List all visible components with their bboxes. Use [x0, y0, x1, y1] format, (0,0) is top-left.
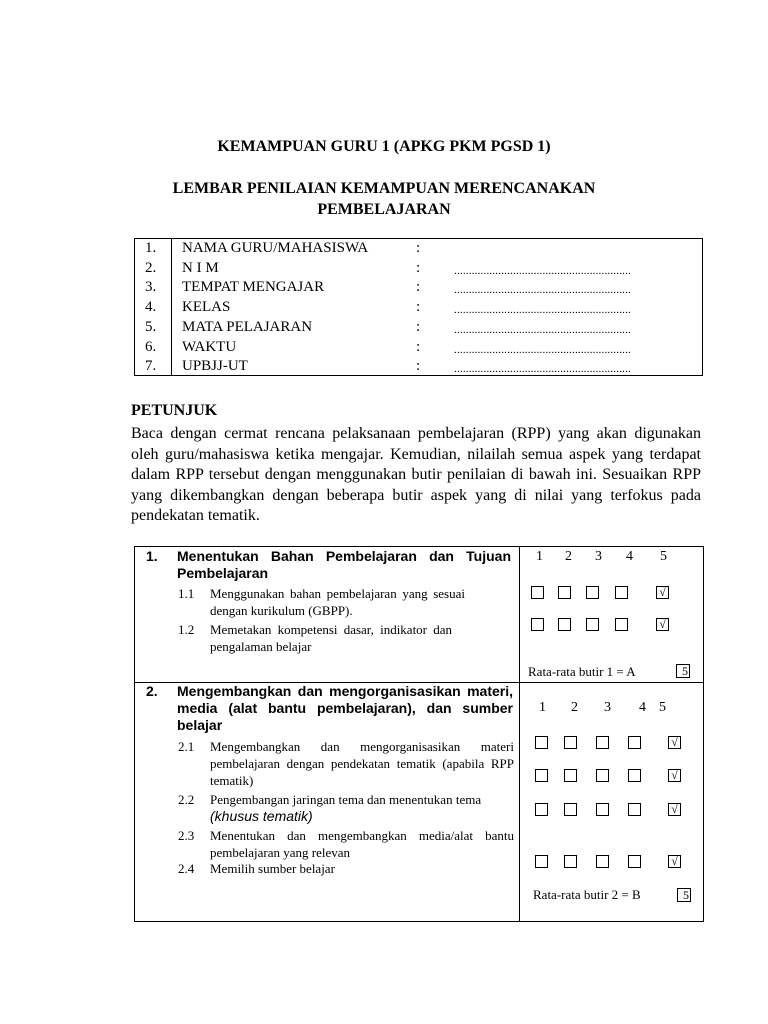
section2-number: 2. — [146, 683, 158, 699]
info-row-nama: 1. NAMA GURU/MAHASISWA : — [145, 240, 421, 256]
info-row-kelas: 4. KELAS : ............................................................ — [145, 299, 631, 316]
info-field-nim[interactable]: ............................................................ — [454, 265, 631, 277]
table-column-divider — [519, 547, 520, 921]
info-row-waktu: 6. WAKTU : ............................................................ — [145, 339, 631, 356]
s2-item4-score-5-checkbox[interactable]: √ — [668, 855, 681, 868]
s2-item3-score-2-checkbox[interactable] — [564, 803, 577, 816]
info-row-tempat: 3. TEMPAT MENGAJAR : ............................................................ — [145, 279, 631, 296]
info-field-kelas[interactable]: ............................................................ — [454, 304, 631, 316]
s1-item1-score-1-checkbox[interactable] — [531, 586, 544, 599]
section2-item-2-note: (khusus tematik) — [210, 808, 313, 824]
s1-item1-score-5-checkbox[interactable]: √ — [656, 586, 669, 599]
section1-average-score[interactable]: 5 — [676, 664, 690, 678]
s1-item2-score-4-checkbox[interactable] — [615, 618, 628, 631]
s2-item3-score-1-checkbox[interactable] — [535, 803, 548, 816]
identity-table — [134, 238, 703, 376]
s1-item2-score-1-checkbox[interactable] — [531, 618, 544, 631]
s2-item3-score-3-checkbox[interactable] — [596, 803, 609, 816]
s2-item2-score-3-checkbox[interactable] — [596, 769, 609, 782]
section2-item-3: 2.3 Menentukan dan mengembangkan media/alat bantu pembelajaran yang relevan — [178, 828, 514, 860]
s2-item1-score-2-checkbox[interactable] — [564, 736, 577, 749]
s2-item1-score-4-checkbox[interactable] — [628, 736, 641, 749]
s2-item4-score-4-checkbox[interactable] — [628, 855, 641, 868]
s2-item4-score-3-checkbox[interactable] — [596, 855, 609, 868]
assessment-table — [134, 546, 704, 922]
info-field-tempat[interactable]: ............................................................ — [454, 284, 631, 296]
form-title: KEMAMPUAN GURU 1 (APKG PKM PGSD 1) — [217, 138, 551, 155]
s1-item2-score-5-checkbox[interactable]: √ — [656, 618, 669, 631]
s1-item1-score-4-checkbox[interactable] — [615, 586, 628, 599]
s1-item2-score-3-checkbox[interactable] — [586, 618, 599, 631]
info-field-upbjj[interactable]: ............................................................ — [454, 363, 631, 375]
s2-item1-score-5-checkbox[interactable]: √ — [668, 736, 681, 749]
section1-item-2: 1.2 Memetakan kompetensi dasar, indikator dan pengalaman belajar — [178, 622, 452, 654]
s2-item3-score-4-checkbox[interactable] — [628, 803, 641, 816]
petunjuk-heading: PETUNJUK — [131, 402, 218, 419]
section1-average-label: Rata-rata butir 1 = A — [528, 664, 636, 679]
section1-title: Menentukan Bahan Pembelajaran dan Tujuan Pembelajaran — [177, 548, 511, 581]
s2-item4-score-1-checkbox[interactable] — [535, 855, 548, 868]
s2-item2-score-2-checkbox[interactable] — [564, 769, 577, 782]
section1-number: 1. — [146, 548, 158, 564]
section2-item-4: 2.4 Memilih sumber belajar — [178, 861, 335, 876]
s2-item2-score-1-checkbox[interactable] — [535, 769, 548, 782]
section2-item-1: 2.1 Mengembangkan dan mengorganisasikan materi pembelajaran dengan pendekatan tematik (apabila RPP tematik) — [178, 739, 514, 788]
form-subtitle: LEMBAR PENILAIAN KEMAMPUAN MERENCANAKAN PEMBELAJARAN — [172, 180, 596, 218]
info-row-mapel: 5. MATA PELAJARAN : ............................................................ — [145, 319, 631, 336]
s2-item2-score-5-checkbox[interactable]: √ — [668, 769, 681, 782]
s2-item2-score-4-checkbox[interactable] — [628, 769, 641, 782]
section2-scale-header: 1 2 3 4 5 — [539, 700, 666, 715]
info-field-mapel[interactable]: ............................................................ — [454, 324, 631, 336]
info-field-waktu[interactable]: ............................................................ — [454, 344, 631, 356]
section2-item-2: 2.2 Pengembangan jaringan tema dan menentukan tema (khusus tematik) — [178, 792, 482, 824]
s2-item1-score-3-checkbox[interactable] — [596, 736, 609, 749]
section1-item-1: 1.1 Menggunakan bahan pembelajaran yang sesuai dengan kurikulum (GBPP). — [178, 586, 465, 618]
s2-item1-score-1-checkbox[interactable] — [535, 736, 548, 749]
section1-scale-header: 1 2 3 4 5 — [536, 549, 667, 564]
petunjuk-text: Baca dengan cermat rencana pelaksanaan pembelajaran (RPP) yang akan digunakan oleh guru/mahasiswa ketika mengajar. Kemudian, nilailah semua aspek yang terdapat dalam RPP tersebut dengan menggunakan butir penilaian di bawah ini. Sesuaikan RPP yang dikembangkan dengan beberapa butir aspek yang di nilai yang terfokus pada pendekatan tematik. — [131, 425, 701, 524]
s2-item3-score-5-checkbox[interactable]: √ — [668, 803, 681, 816]
info-row-upbjj: 7. UPBJJ-UT : ............................................................ — [145, 358, 631, 375]
section2-average-score[interactable]: 5 — [677, 888, 691, 902]
s1-item2-score-2-checkbox[interactable] — [558, 618, 571, 631]
s1-item1-score-2-checkbox[interactable] — [558, 586, 571, 599]
info-row-nim: 2. N I M : ............................................................ — [145, 260, 631, 277]
section2-title: Mengembangkan dan mengorganisasikan materi, media (alat bantu pembelajaran), dan sumber belajar — [177, 683, 513, 733]
section2-average-label: Rata-rata butir 2 = B — [533, 887, 641, 902]
s2-item4-score-2-checkbox[interactable] — [564, 855, 577, 868]
s1-item1-score-3-checkbox[interactable] — [586, 586, 599, 599]
